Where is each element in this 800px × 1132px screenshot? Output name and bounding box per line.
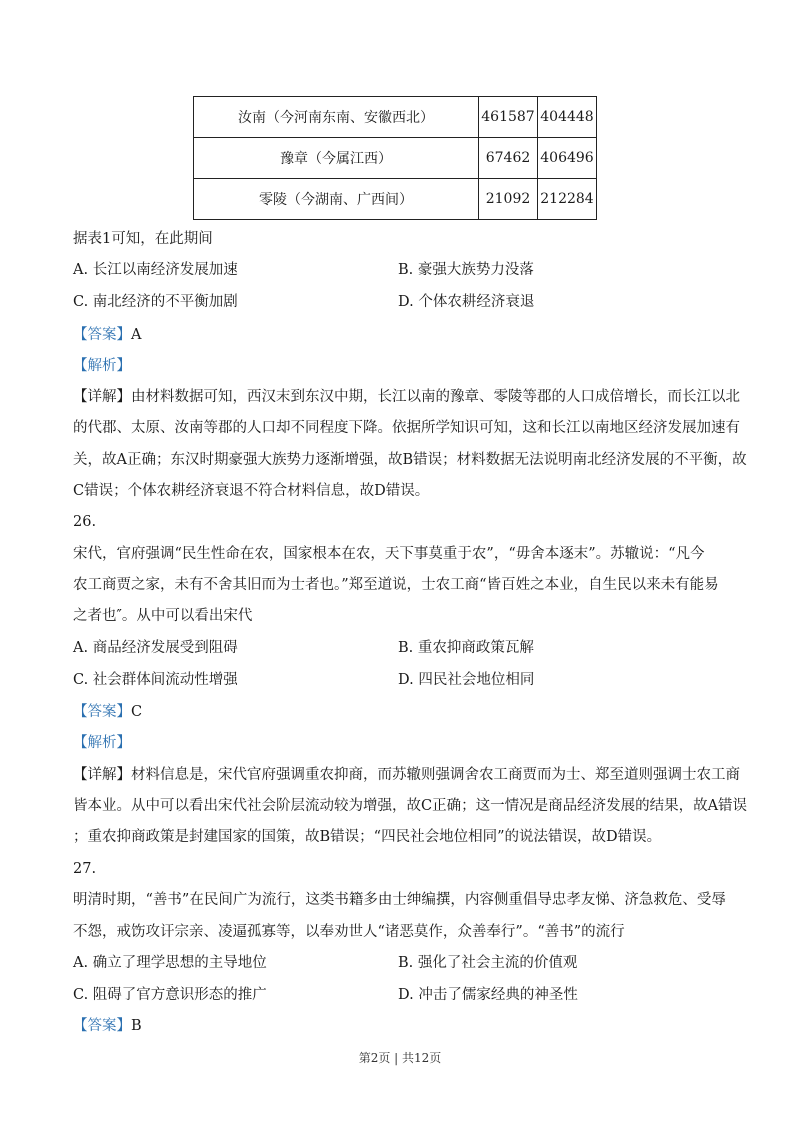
q25-option-b: B. 豪强大族势力没落 (398, 262, 534, 278)
answer-value: A (131, 327, 142, 343)
value-cell: 404448 (538, 97, 597, 138)
q26-option-b: B. 重农抑商政策瓦解 (398, 640, 534, 656)
value-cell: 461587 (479, 97, 538, 138)
answer-tag: 【答案】 (73, 327, 131, 343)
q26-detail-line: ；重农抑商政策是封建国家的国策，故B错误；“四民社会地位相同”的说法错误，故D错误。 (73, 829, 662, 845)
q27-option-b: B. 强化了社会主流的价值观 (398, 955, 578, 971)
q27-number: 27. (73, 861, 97, 877)
answer-value: C (131, 704, 143, 720)
q26-stem-line: 农工商贾之家，未有不舍其旧而为士者也。”郑至道说，士农工商“皆百姓之本业，自生民以来未有能易 (73, 577, 719, 593)
q26-number: 26. (73, 514, 97, 530)
q27-stem-line: 不怨，戒饬攻讦宗亲、凌逼孤寡等，以奉劝世人“诸恶莫作，众善奉行”。“善书”的流行 (73, 924, 625, 940)
table-row (194, 97, 597, 138)
value-cell: 212284 (538, 179, 597, 220)
value-cell: 21092 (479, 179, 538, 220)
q26-answer (73, 702, 142, 722)
q25-option-c: C. 南北经济的不平衡加剧 (73, 294, 238, 310)
q25-analysis-tag: 【解析】 (73, 358, 131, 374)
q25-answer (73, 325, 141, 345)
value-cell: 406496 (538, 138, 597, 179)
q26-option-a: A. 商品经济发展受到阻碍 (73, 640, 238, 656)
q26-stem-line: 之者也″。从中可以看出宋代 (73, 608, 253, 624)
q25-stem: 据表1可知，在此期间 (73, 231, 213, 247)
detail-tag: 【详解】 (73, 389, 131, 405)
q27-option-c: C. 阻碍了官方意识形态的推广 (73, 987, 267, 1003)
q26-stem-line: 宋代，官府强调“民生性命在农，国家根本在农，天下事莫重于农”，“毋舍本逐末”。苏辙说：“凡今 (73, 546, 705, 562)
q25-option-d: D. 个体农耕经济衰退 (398, 294, 535, 310)
q26-detail-line: 皆本业。从中可以看出宋代社会阶层流动较为增强，故C正确；这一情况是商品经济发展的结果，故A错误 (73, 798, 748, 814)
q26-detail-line (73, 765, 740, 785)
table-row (194, 179, 597, 220)
q26-option-d: D. 四民社会地位相同 (398, 672, 535, 688)
q25-detail-line: 关，故A正确；东汉时期豪强大族势力逐渐增强，故B错误；材料数据无法说明南北经济发展的不平衡，故 (73, 452, 747, 468)
region-cell: 零陵（今湖南、广西间） (194, 179, 479, 220)
region-cell: 汝南（今河南东南、安徽西北） (194, 97, 479, 138)
answer-value: B (131, 1018, 142, 1034)
q26-analysis-tag: 【解析】 (73, 735, 131, 751)
region-cell: 豫章（今属江西） (194, 138, 479, 179)
answer-tag: 【答案】 (73, 1018, 131, 1034)
q25-detail-line: C错误；个体农耕经济衰退不符合材料信息，故D错误。 (73, 483, 430, 499)
q27-stem-line: 明清时期，“善书”在民间广为流行，这类书籍多由士绅编撰，内容侧重倡导忠孝友悌、济急救危、受辱 (73, 892, 726, 908)
q27-answer (73, 1016, 142, 1036)
q25-option-a: A. 长江以南经济发展加速 (73, 262, 238, 278)
q27-option-a: A. 确立了理学思想的主导地位 (73, 955, 267, 971)
population-table (193, 96, 597, 220)
detail-tag: 【详解】 (73, 767, 131, 783)
page-footer: 第2页 | 共12页 (358, 1051, 442, 1065)
q25-detail-line: 的代郡、太原、汝南等郡的人口却不同程度下降。依据所学知识可知，这和长江以南地区经济发展加速有 (73, 420, 740, 436)
value-cell: 67462 (479, 138, 538, 179)
table-row (194, 138, 597, 179)
detail-text: 材料信息是，宋代官府强调重农抑商，而苏辙则强调舍农工商贾而为士、郑至道则强调士农工商 (131, 767, 740, 783)
q25-detail-line (73, 387, 740, 407)
detail-text: 由材料数据可知，西汉末到东汉中期，长江以南的豫章、零陵等郡的人口成倍增长，而长江以北 (131, 389, 740, 405)
q26-option-c: C. 社会群体间流动性增强 (73, 672, 238, 688)
q27-option-d: D. 冲击了儒家经典的神圣性 (398, 987, 578, 1003)
answer-tag: 【答案】 (73, 704, 131, 720)
